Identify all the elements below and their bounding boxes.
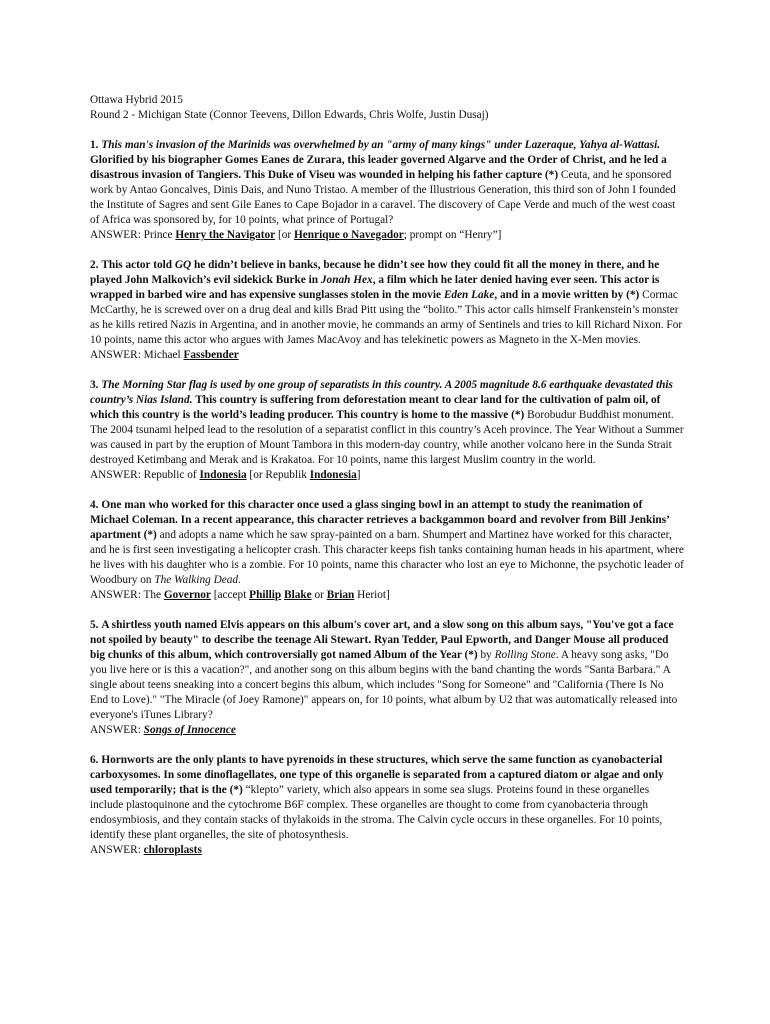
answer-prefix: ANSWER: Republic of <box>90 469 200 481</box>
answer-prefix: ANSWER: <box>90 724 144 736</box>
answer-key: Governor <box>163 589 211 601</box>
answer-prefix: ANSWER: Michael <box>90 349 184 361</box>
question-number: 3. <box>90 379 99 391</box>
answer-key: chloroplasts <box>143 844 202 856</box>
question-lead-bold: , a film which he later denied having ever seen. This actor is wrapped in barbed wire and has expensive sunglasses stolen in the movie <box>90 274 660 301</box>
question-text <box>90 498 684 588</box>
question-text <box>90 753 684 843</box>
answer-prefix: ANSWER: The <box>90 589 164 601</box>
answer-line <box>90 723 684 738</box>
answer-text: Heriot] <box>354 589 390 601</box>
question-body: . A heavy song asks, "Do you live here or is this a vacation?", and another song on this album begins with the band chanting the words "Santa Barbara." A single about teens sneaking into a concert begins this album, which includes "Song for Someone" and "California (There Is No End to Love)." "The Miracle (of Joey Ramone)" appears on, for 10 points, what album by U2 that was automatically released into everyone's iTunes Library? <box>90 649 678 721</box>
question-1 <box>90 138 684 243</box>
answer-key: Henry the Navigator <box>175 229 276 241</box>
question-body: and adopts a name which he saw spray-painted on a barn. Shumpert and Martinez have worked for this character, and he is first seen investigating a helicopter crash. This character keeps fish tanks containing human heads in his apartment, where he lives with his daughter who is a zombie. For 10 points, name this character who lost an eye to Michonne, the psychotic leader of Woodbury on <box>90 529 684 586</box>
question-lead-bold: Hornworts are the only plants to have pyrenoids in these structures, which serve the same function as cyanobacterial carboxysomes. In some dinoflagellates, one type of this organelle is separated from a captured diatom or algae and only used temporarily; that is the (*) <box>90 754 664 796</box>
tournament-title: Ottawa Hybrid 2015 <box>90 94 183 106</box>
question-lead-bold: This actor told <box>101 259 175 271</box>
question-text <box>90 618 684 723</box>
answer-key: Indonesia <box>199 469 247 481</box>
question-3 <box>90 378 684 483</box>
question-body: Ceuta, and he sponsored work by Antao Goncalves, Dinis Dais, and Nuno Tristao. A member of the Illustrious Generation, this third son of John I founded the Institute of Sagres and sent Gile Eanes to Cape Bojador in a caravel. The discovery of Cape Verde and much of the west coast of Africa was sponsored by, for 10 points, what prince of Portugal? <box>90 169 676 226</box>
question-6 <box>90 753 684 858</box>
question-lead-bold: This country is suffering from deforestation meant to clear land for the cultivation of palm oil, of which this country is the world’s leading producer. This country is home to the massive (*) <box>90 394 661 421</box>
question-body: Cormac McCarthy, he is screwed over on a drug deal and kills Brad Pitt using the “bolito.” This actor calls himself Frankenstein’s monster as he kills retired Nazis in Argentina, and in another movie, he commands an army of Sentinels and tries to kill Richard Nixon. For 10 points, name this actor who argues with James MacAvoy and has telekinetic powers as Magneto in the X-Men movies. <box>90 289 683 346</box>
answer-text: or <box>311 589 327 601</box>
answer-key-alt: Indonesia <box>309 469 357 481</box>
question-lead-bold: he didn’t believe in banks, because he didn’t see how they could fit all the money in there, and he played John Malkovich’s evil sidekick Burke in <box>90 259 660 286</box>
answer-line <box>90 588 684 603</box>
answer-text: ; prompt on “Henry”] <box>403 229 502 241</box>
question-number: 5. <box>90 619 99 631</box>
question-number: 1. <box>90 139 99 151</box>
question-2 <box>90 258 684 363</box>
answer-line <box>90 468 684 483</box>
question-text <box>90 258 684 348</box>
question-body-title: The Walking Dead <box>154 574 239 586</box>
question-5 <box>90 618 684 738</box>
question-body: Borobudur Buddhist monument. The 2004 tsunami helped lead to the resolution of a separatist conflict in this country’s Aceh province. The Year Without a Summer was caused in part by the eruption of Mount Tambora in this modern-day country, while another volcano here in the Sunda Strait destroyed Ketimbang and Merak and is Krakatoa. For 10 points, name this largest Muslim country in the world. <box>90 409 684 466</box>
question-text <box>90 378 684 468</box>
packet-header <box>90 93 684 123</box>
question-number: 4. <box>90 499 99 511</box>
question-number: 6. <box>90 754 99 766</box>
answer-text: [or <box>275 229 294 241</box>
question-lead-bold: Glorified by his biographer Gomes Eanes de Zurara, this leader governed Algarve and the Order of Christ, and he led a disastrous invasion of Tangiers. This Duke of Viseu was wounded in helping his father capture (*) <box>90 154 667 181</box>
answer-text: ] <box>356 469 361 481</box>
answer-text: [or Republik <box>246 469 310 481</box>
question-lead-bold: , and in a movie written by (*) <box>494 289 640 301</box>
question-lead-bold: One man who worked for this character once used a glass singing bowl in an attempt to study the reanimation of Michael Coleman. In a recent appearance, this character retrieves a backgammon board and revolver from Bill Jenkins’ apartment (*) <box>90 499 670 541</box>
question-lead-italic: This man's invasion of the Marinids was overwhelmed by an "army of many kings" under Lazeraque, Yahya al-Wattasi. <box>101 139 661 151</box>
question-body: . <box>238 574 241 586</box>
answer-key-alt: Brian <box>326 589 355 601</box>
answer-key-alt: Henrique o Navegador <box>293 229 404 241</box>
question-number: 2. <box>90 259 99 271</box>
question-lead-title: Jonah Hex <box>320 274 373 286</box>
question-body-title: Rolling Stone <box>494 649 556 661</box>
question-body: by <box>480 649 495 661</box>
question-4 <box>90 498 684 603</box>
answer-key-alt: Phillip <box>249 589 282 601</box>
answer-line <box>90 348 684 363</box>
question-lead-title: Eden Lake <box>443 289 495 301</box>
question-text <box>90 138 684 228</box>
answer-line <box>90 228 684 243</box>
answer-key: Fassbender <box>183 349 239 361</box>
round-title: Round 2 - Michigan State (Connor Teevens, Dillon Edwards, Chris Wolfe, Justin Dusaj) <box>90 109 489 121</box>
answer-text: [accept <box>210 589 250 601</box>
answer-prefix: ANSWER: <box>90 844 144 856</box>
answer-line <box>90 843 684 858</box>
answer-key: Songs of Innocence <box>143 724 236 736</box>
document-page <box>90 93 684 858</box>
question-body: “klepto” variety, which also appears in some sea slugs. Proteins found in these organelles include plastoquinone and the cytochrome B6F complex. These organelles are thought to come from cyanobacteria through endosymbiosis, and they contain stacks of thylakoids in the stroma. The Calvin cycle occurs in these organelles. For 10 points, identify these plant organelles, the site of photosynthesis. <box>90 784 663 841</box>
answer-key-alt: Blake <box>284 589 312 601</box>
question-lead-italic: The Morning Star flag is used by one group of separatists in this country. A 2005 magnitude 8.6 earthquake devastated this country’s Nias Island. <box>90 379 673 406</box>
question-lead-title: GQ <box>174 259 192 271</box>
question-lead-bold: A shirtless youth named Elvis appears on this album's cover art, and a slow song on this album says, "You've got a face not spoiled by beauty" to describe the teenage Ali Stewart. Ryan Tedder, Paul Epworth, and Danger Mouse all produced big chunks of this album, which controversially got named Album of the Year (*) <box>90 619 674 661</box>
answer-prefix: ANSWER: Prince <box>90 229 176 241</box>
